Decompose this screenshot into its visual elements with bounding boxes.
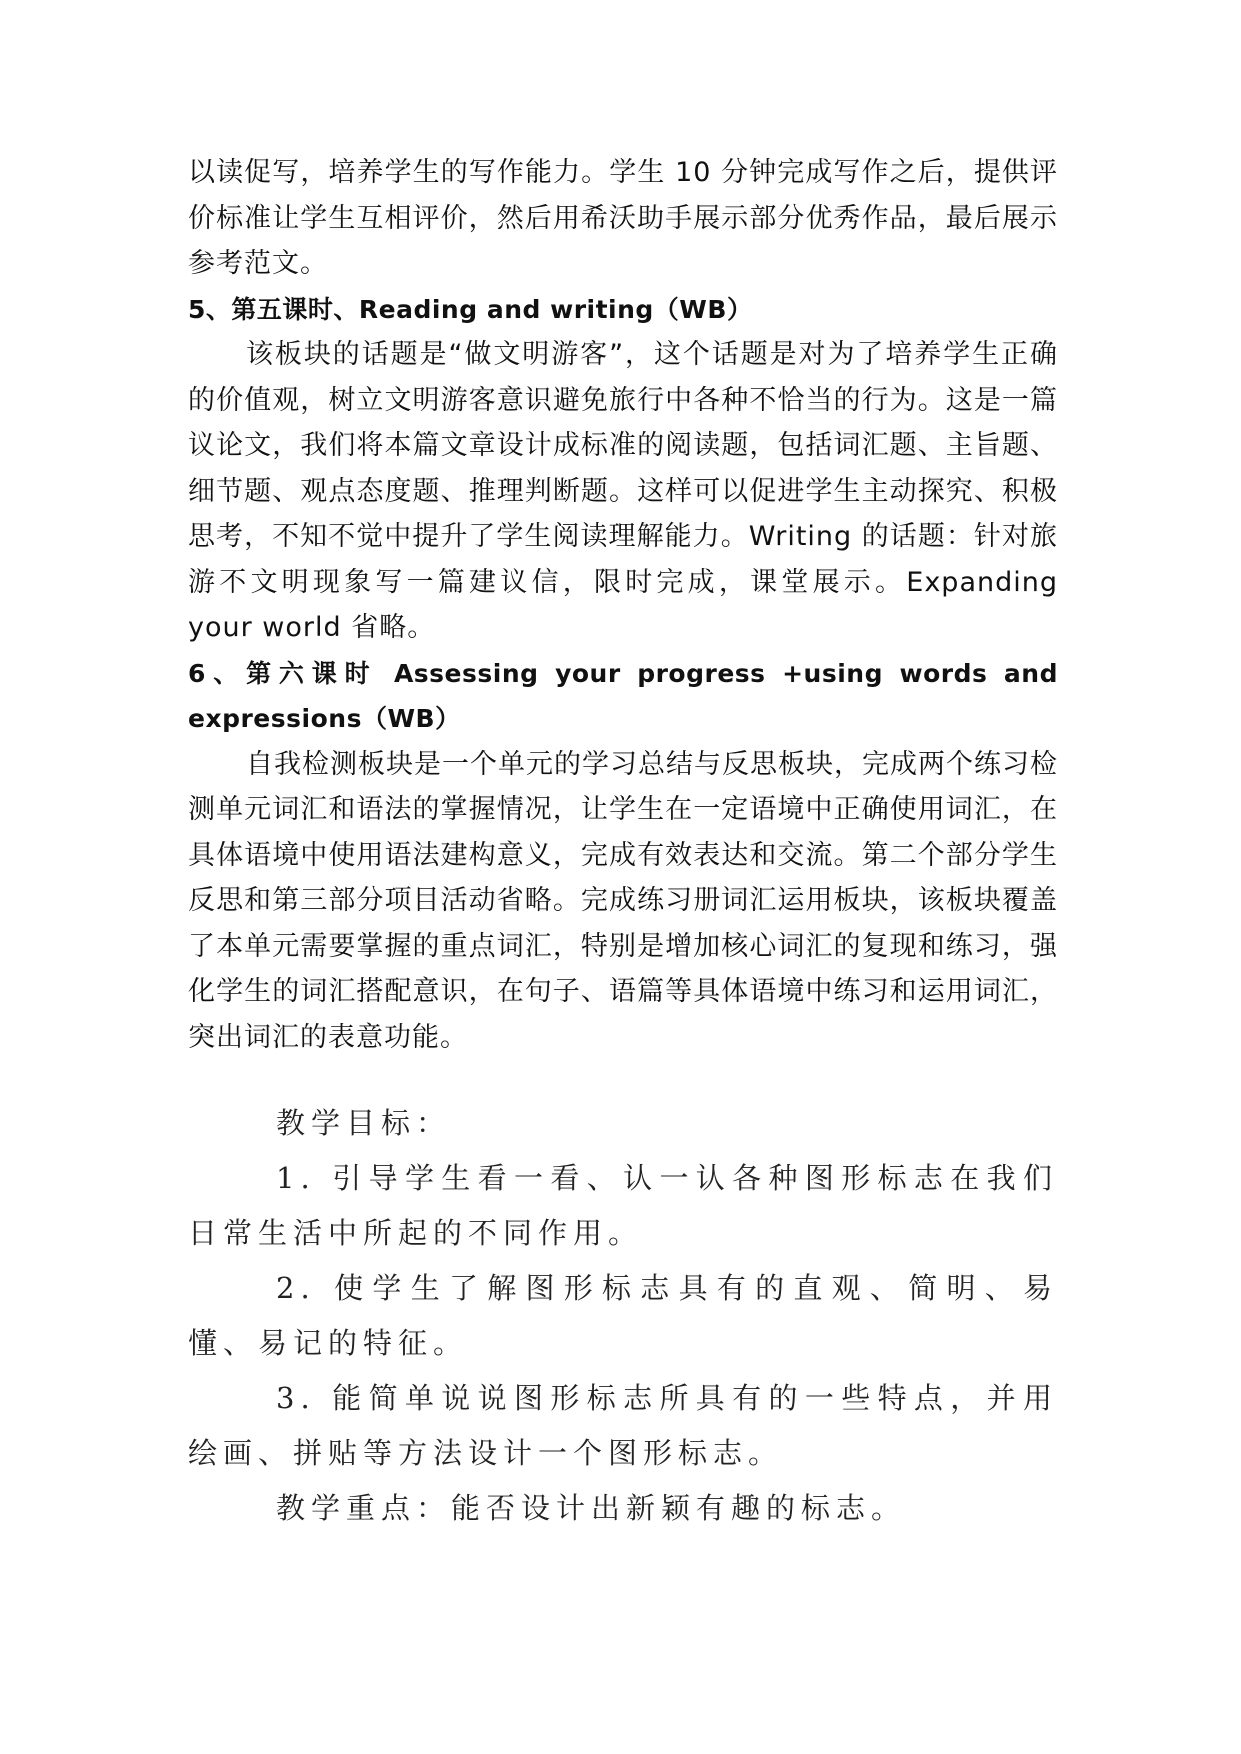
teaching-focus: 教学重点：能否设计出新颖有趣的标志。 <box>276 1491 907 1525</box>
lesson6-paragraph: 自我检测板块是一个单元的学习总结与反思板块，完成两个练习检测单元词汇和语法的掌握情况，让学生在一定语境中正确使用词汇，在具体语境中使用语法建构意义，完成有效表达和交流。第二个部分学生反思和第三部分项目活动省略。完成练习册词汇运用板块，该板块覆盖了本单元需要掌握的重点词汇，特别是增加核心词汇的复现和练习，强化学生的词汇搭配意识，在句子、语篇等具体语境中练习和运用词汇，突出词汇的表意功能。 <box>188 748 1058 1053</box>
objective-item-1: 1. 引导学生看一看、认一认各种图形标志在我们日常生活中所起的不同作用。 <box>188 1161 1058 1250</box>
lesson-plan-section <box>188 150 1058 1060</box>
objective-item-3: 3. 能简单说说图形标志所具有的一些特点，并用绘画、拼贴等方法设计一个图形标志。 <box>188 1381 1058 1470</box>
objectives-title: 教学目标： <box>276 1106 452 1140</box>
lesson6-heading: 6、第六课时 Assessing your progress +using words and expressions（WB） <box>188 658 1058 733</box>
lesson5-heading: 5、第五课时、Reading and writing（WB） <box>188 294 753 324</box>
lesson5-paragraph: 该板块的话题是“做文明游客”，这个话题是对为了培养学生正确的价值观，树立文明游客意识避免旅行中各种不恰当的行为。这是一篇议论文，我们将本篇文章设计成标准的阅读题，包括词汇题、主旨题、细节题、观点态度题、推理判断题。这样可以促进学生主动探究、积极思考，不知不觉中提升了学生阅读理解能力。Writing 的话题：针对旅游不文明现象写一篇建议信，限时完成，课堂展示。Expanding your world 省略。 <box>188 339 1058 643</box>
intro-paragraph: 以读促写，培养学生的写作能力。学生 10 分钟完成写作之后，提供评价标准让学生互相评价，然后用希沃助手展示部分优秀作品，最后展示参考范文。 <box>188 157 1058 279</box>
objective-item-2: 2. 使学生了解图形标志具有的直观、简明、易懂、易记的特征。 <box>188 1271 1058 1360</box>
teaching-objectives-section <box>188 1096 1058 1536</box>
page-content <box>188 150 1058 1536</box>
